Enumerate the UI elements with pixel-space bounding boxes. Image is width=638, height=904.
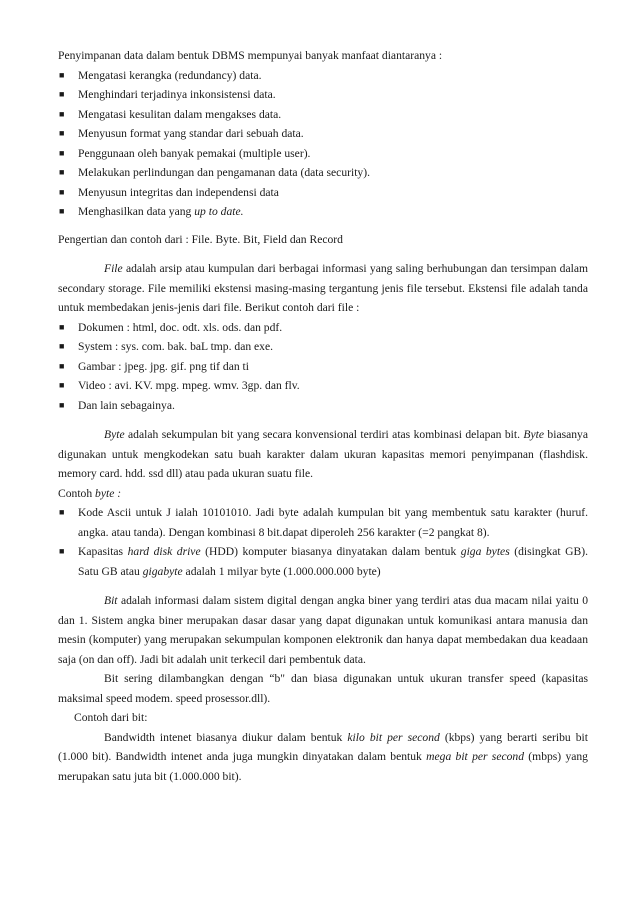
bullet-icon: ■ bbox=[59, 341, 65, 351]
bullet-icon: ■ bbox=[59, 186, 65, 197]
list-item: ■ Video : avi. KV. mpg. mpeg. wmv. 3gp. dan flv. bbox=[58, 376, 588, 396]
benefits-list bbox=[58, 66, 588, 222]
byte-example-label: Contoh byte : bbox=[58, 486, 122, 500]
document-page bbox=[58, 46, 588, 786]
bullet-icon: ■ bbox=[59, 147, 65, 158]
intro-paragraph: Penyimpanan data dalam bentuk DBMS mempunyai banyak manfaat diantaranya : bbox=[58, 49, 443, 62]
bit-example-label: Contoh dari bit: bbox=[74, 711, 148, 724]
bullet-icon: ■ bbox=[59, 360, 65, 371]
list-item: ■ Menghindari terjadinya inkonsistensi data. bbox=[58, 85, 588, 105]
bit-paragraph-2: Bit sering dilambangkan dengan “b" dan biasa digunakan untuk ukuran transfer speed (kapasitas maksimal speed modem. speed prosessor.dll). bbox=[58, 672, 588, 705]
bullet-icon: ■ bbox=[59, 128, 65, 138]
file-examples-list bbox=[58, 318, 588, 416]
bullet-icon: ■ bbox=[59, 69, 65, 80]
list-item: ■ Melakukan perlindungan dan pengamanan data (data security). bbox=[58, 163, 588, 183]
list-item: ■ Menghasilkan data yang up to date. bbox=[58, 202, 588, 222]
list-item: ■ Penggunaan oleh banyak pemakai (multiple user). bbox=[58, 144, 588, 164]
list-item: ■ Kode Ascii untuk J ialah 10101010. Jadi byte adalah kumpulan bit yang membentuk satu karakter (huruf. angka. atau tanda). Dengan kombinasi 8 bit.dapat diperoleh 256 karakter (=2 pangkat 8). bbox=[58, 503, 588, 542]
byte-examples-list bbox=[58, 503, 588, 581]
bullet-icon: ■ bbox=[59, 399, 65, 410]
list-item: ■ Kapasitas hard disk drive (HDD) komputer biasanya dinyatakan dalam bentuk giga bytes (disingkat GB). Satu GB atau gigabyte adalah 1 milyar byte (1.000.000.000 byte) bbox=[58, 542, 588, 581]
list-item: ■ Gambar : jpeg. jpg. gif. png tif dan ti bbox=[58, 357, 588, 377]
bullet-icon: ■ bbox=[59, 507, 65, 517]
bit-paragraph: Bit adalah informasi dalam sistem digital dengan angka biner yang terdiri atas dua macam nilai yaitu 0 dan 1. Sistem angka biner merupakan dasar dasar yang dapat digunakan untuk komunikasi antara manusia dan mesin (komputer) yang merupakan sekumpulan komponen elektronik dan hanya dapat membedakan dua keadaan saja (on dan off). Jadi bit adalah unit terkecil dari pembentuk data. bbox=[58, 594, 588, 666]
list-item: ■ Dokumen : html, doc. odt. xls. ods. dan pdf. bbox=[58, 318, 588, 338]
list-item: ■ Menyusun format yang standar dari sebuah data. bbox=[58, 124, 588, 144]
bullet-icon: ■ bbox=[59, 321, 65, 332]
list-item: ■ Menyusun integritas dan independensi data bbox=[58, 183, 588, 203]
bandwidth-paragraph: Bandwidth intenet biasanya diukur dalam bentuk kilo bit per second (kbps) yang berarti seribu bit (1.000 bit). Bandwidth intenet anda juga mungkin dinyatakan dalam bentuk mega bit per second (mbps) yang merupakan satu juta bit (1.000.000 bit). bbox=[58, 730, 588, 783]
list-item: ■ System : sys. com. bak. baL tmp. dan exe. bbox=[58, 337, 588, 357]
list-item: ■ Dan lain sebagainya. bbox=[58, 396, 588, 416]
bullet-icon: ■ bbox=[59, 546, 65, 556]
byte-paragraph: Byte adalah sekumpulan bit yang secara konvensional terdiri atas kombinasi delapan bit. Byte biasanya digunakan untuk mengkodekan satu buah karakter dalam ukuran kapasitas memori penyimpanan (flashdisk. memory card. hdd. ssd dll) atau pada ukuran suatu file. bbox=[58, 428, 588, 480]
bullet-icon: ■ bbox=[59, 167, 65, 177]
section-title: Pengertian dan contoh dari : File. Byte. Bit, Field dan Record bbox=[58, 232, 343, 246]
list-item: ■ Mengatasi kerangka (redundancy) data. bbox=[58, 66, 588, 86]
bullet-icon: ■ bbox=[59, 89, 65, 99]
bullet-icon: ■ bbox=[59, 108, 65, 119]
bullet-icon: ■ bbox=[59, 206, 65, 216]
file-paragraph: File adalah arsip atau kumpulan dari berbagai informasi yang saling berhubungan dan tersimpan dalam secondary storage. File memiliki ekstensi masing-masing tergantung jenis file tersebut. Ekstensi file adalah tanda untuk membedakan jenis-jenis dari file. Berikut contoh dari file : bbox=[58, 262, 588, 314]
bullet-icon: ■ bbox=[59, 380, 65, 390]
list-item: ■ Mengatasi kesulitan dalam mengakses data. bbox=[58, 105, 588, 125]
